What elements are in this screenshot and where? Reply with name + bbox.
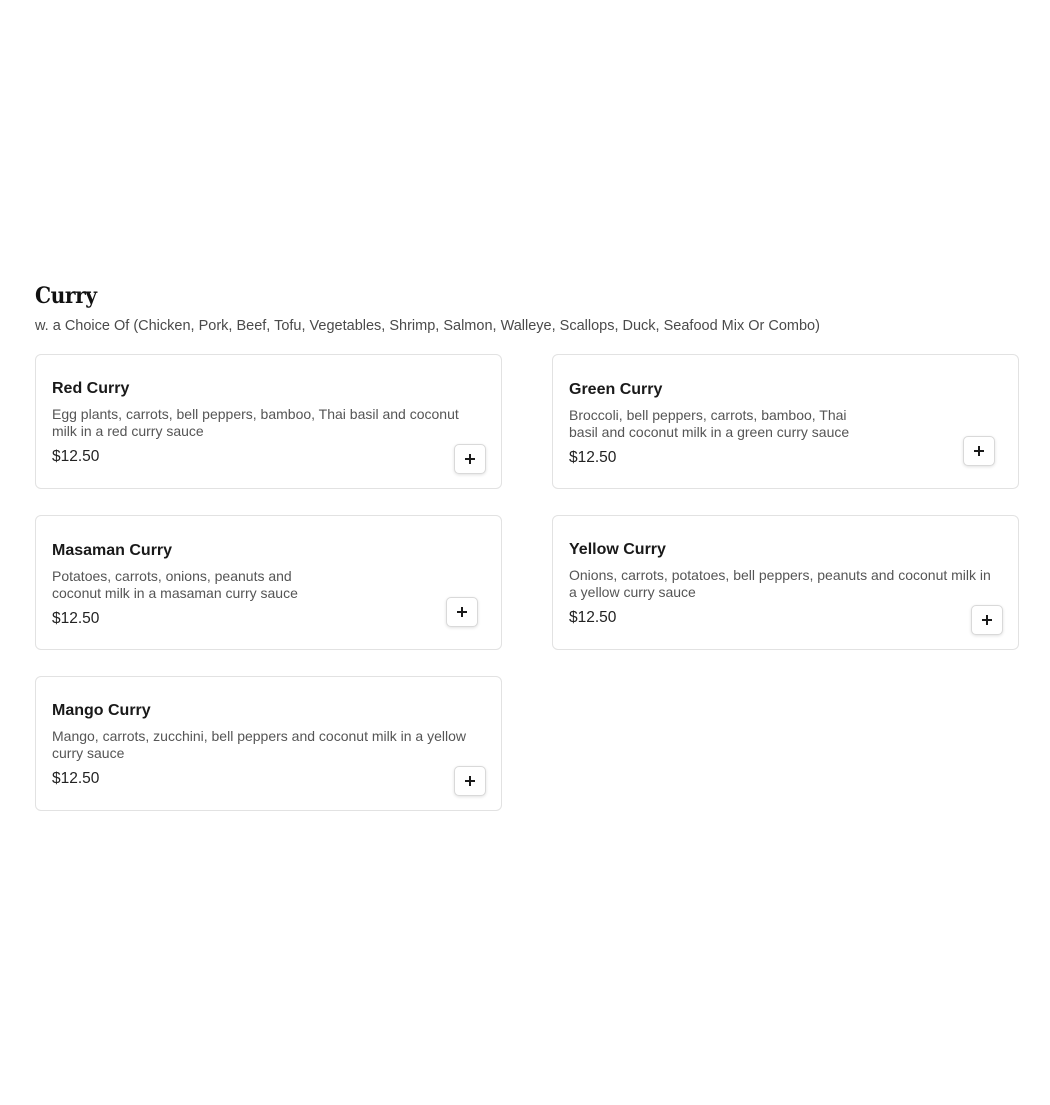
- menu-item-name: Masaman Curry: [52, 542, 173, 559]
- plus-icon: [982, 615, 992, 625]
- menu-item-price: $12.50: [52, 610, 100, 627]
- menu-item-price: $12.50: [52, 448, 100, 465]
- menu-item-card-mango-curry[interactable]: [35, 676, 502, 811]
- menu-item-name: Yellow Curry: [569, 541, 666, 558]
- menu-item-price: $12.50: [569, 449, 617, 466]
- add-to-cart-button[interactable]: [446, 597, 478, 627]
- menu-item-description: Mango, carrots, zucchini, bell peppers and coconut milk in a yellow curry sauce: [52, 728, 466, 761]
- plus-icon: [457, 607, 467, 617]
- add-to-cart-button[interactable]: [454, 766, 486, 796]
- menu-item-card-masaman-curry[interactable]: [35, 515, 502, 650]
- menu-item-name: Mango Curry: [52, 702, 151, 719]
- menu-item-description: Egg plants, carrots, bell peppers, bamboo, Thai basil and coconut milk in a red curry sauce: [52, 406, 459, 439]
- menu-item-card-red-curry[interactable]: [35, 354, 502, 489]
- menu-item-card-green-curry[interactable]: [552, 354, 1019, 489]
- menu-item-card-yellow-curry[interactable]: [552, 515, 1019, 650]
- menu-item-price: $12.50: [52, 770, 100, 787]
- add-to-cart-button[interactable]: [971, 605, 1003, 635]
- section-title: Curry: [35, 283, 97, 309]
- menu-item-name: Green Curry: [569, 381, 663, 398]
- menu-item-description: Potatoes, carrots, onions, peanuts and coconut milk in a masaman curry sauce: [52, 568, 298, 601]
- add-to-cart-button[interactable]: [454, 444, 486, 474]
- plus-icon: [974, 446, 984, 456]
- section-subtitle: w. a Choice Of (Chicken, Pork, Beef, Tofu, Vegetables, Shrimp, Salmon, Walleye, Scallops, Duck, Seafood Mix Or Combo): [35, 318, 820, 334]
- menu-item-price: $12.50: [569, 609, 617, 626]
- plus-icon: [465, 776, 475, 786]
- menu-item-name: Red Curry: [52, 380, 130, 397]
- plus-icon: [465, 454, 475, 464]
- add-to-cart-button[interactable]: [963, 436, 995, 466]
- menu-item-description: Broccoli, bell peppers, carrots, bamboo, Thai basil and coconut milk in a green curry sauce: [569, 407, 850, 440]
- menu-item-description: Onions, carrots, potatoes, bell peppers, peanuts and coconut milk in a yellow curry sauce: [569, 567, 991, 600]
